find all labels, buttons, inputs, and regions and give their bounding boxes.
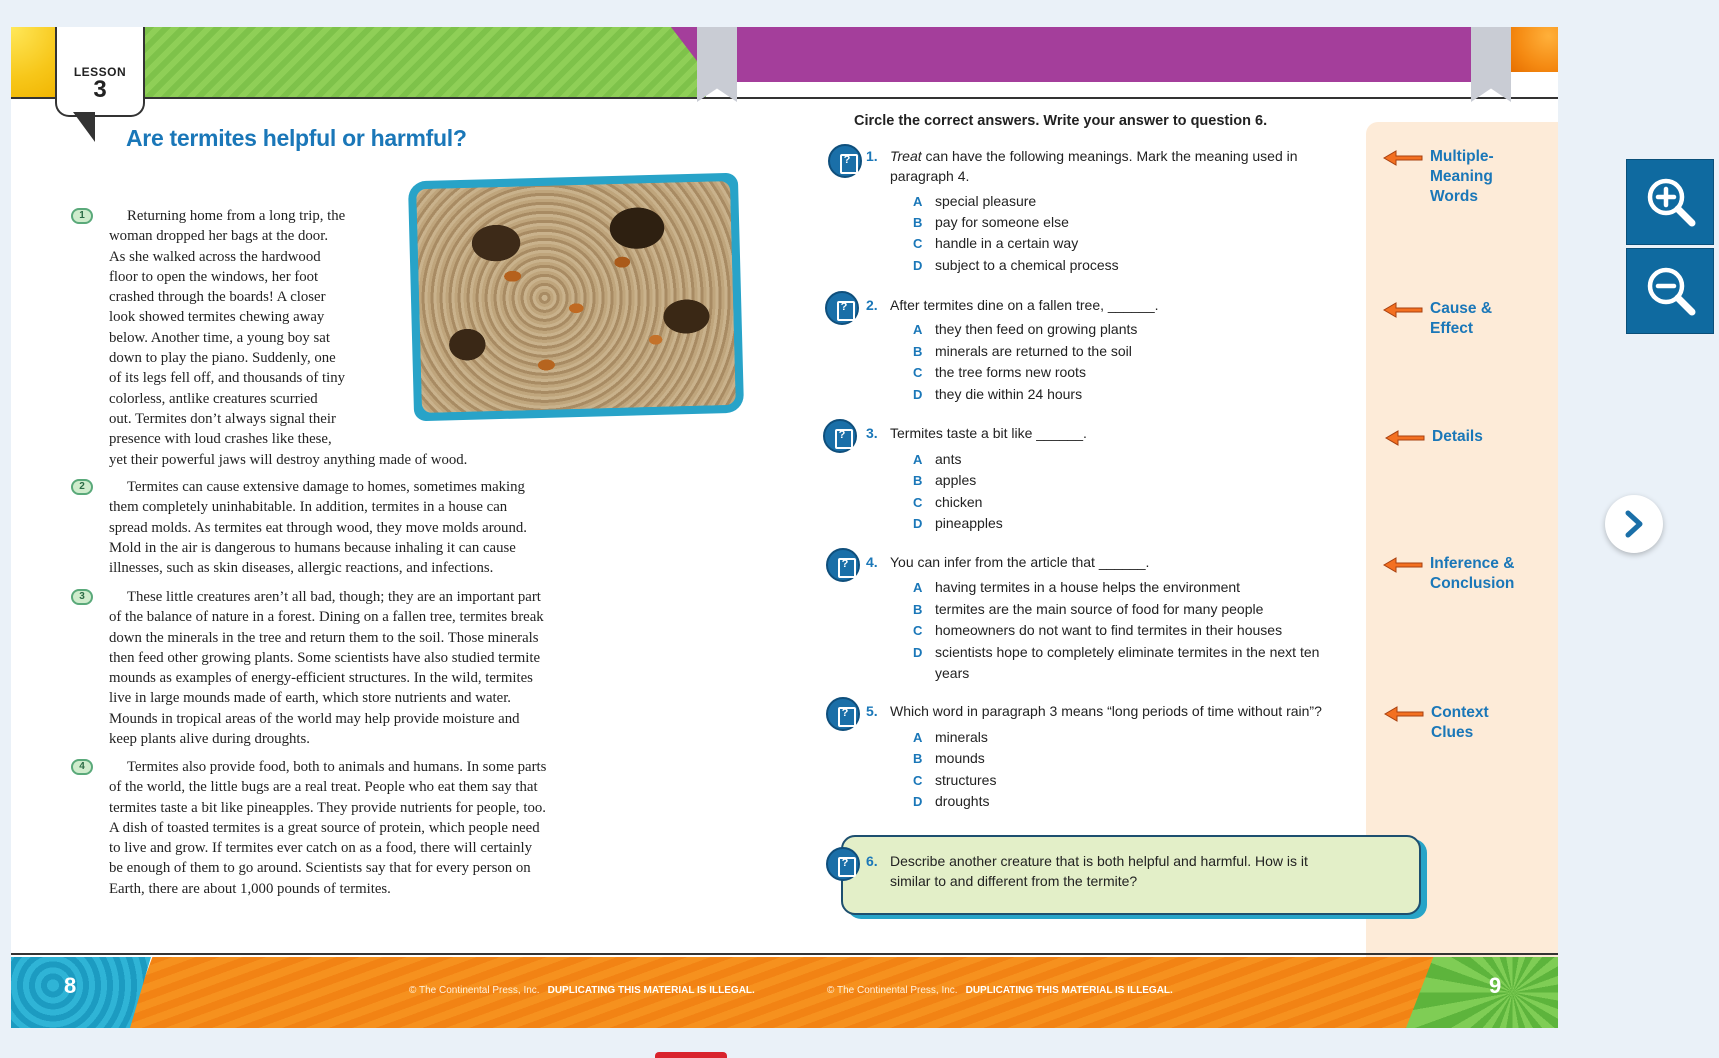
paragraph-number-4: 4 [71, 759, 93, 775]
lesson-number: 3 [93, 76, 107, 103]
paragraph-number-3: 3 [71, 589, 93, 605]
paragraph-3-line: live in large mounds made of earth, which store nutrients and water. [109, 690, 512, 707]
paragraph-4-line: Termites also provide food, both to animals and humans. In some parts [127, 759, 547, 775]
footer-copyright-left [409, 985, 755, 996]
question-5-option-b[interactable] [913, 748, 985, 769]
copyright-text: © The Continental Press, Inc. [409, 985, 540, 996]
question-1-line1: can have the following meanings. Mark the meaning used in [921, 148, 1298, 164]
header-rule [11, 97, 1558, 99]
question-3-number: 3. [866, 425, 878, 441]
option-letter: C [913, 623, 923, 638]
question-4-number: 4. [866, 554, 878, 570]
question-1-option-c[interactable] [913, 233, 1078, 254]
footer-teal-swirl [11, 957, 151, 1028]
bookmark-ribbon-left [697, 27, 737, 102]
question-3-option-d[interactable] [913, 513, 1003, 534]
option-letter: A [913, 730, 923, 745]
header-purple-band [671, 27, 1511, 82]
question-1-italic-word: Treat [890, 148, 922, 164]
paragraph-1-line: colorless, antlike creatures scurried [109, 390, 318, 407]
paragraph-number-2: 2 [71, 479, 93, 495]
question-1-option-b[interactable] [913, 212, 1069, 233]
question-4-option-b[interactable] [913, 599, 1263, 620]
paragraph-1-line: presence with loud crashes like these, [109, 431, 332, 448]
paragraph-4-line: termites taste a bit like pineapples. They provide nutrients for people, too. [109, 799, 546, 816]
option-letter: A [913, 580, 923, 595]
zoom-out-button[interactable] [1626, 248, 1714, 334]
question-6-number: 6. [866, 853, 878, 869]
paragraph-2-line: Mold in the air is dangerous to humans because inhaling it can cause [109, 539, 516, 556]
orange-arrow-icon [1384, 429, 1426, 447]
option-text: homeowners do not want to find termites in their houses [935, 622, 1283, 638]
paragraph-2 [109, 477, 649, 578]
skill-label [1430, 299, 1492, 339]
skill-label-line: Conclusion [1430, 575, 1515, 592]
question-mark-icon: ? [841, 558, 849, 570]
orange-arrow-icon [1383, 705, 1425, 723]
skill-context-clues [1383, 703, 1489, 743]
option-letter: D [913, 645, 923, 660]
bottom-red-tab[interactable] [655, 1052, 727, 1058]
option-letter: C [913, 495, 923, 510]
paragraph-1-line: down to play the piano. Suddenly, one [109, 350, 336, 367]
question-1-text [890, 146, 1360, 186]
question-2-option-d[interactable] [913, 384, 1082, 405]
skill-label-line: Words [1430, 188, 1478, 205]
question-6-line2: similar to and different from the termite? [890, 873, 1138, 889]
question-mark-icon: ? [838, 429, 846, 441]
question-4-option-a[interactable] [913, 577, 1240, 598]
question-6-line1: Describe another creature that is both helpful and harmful. How is it [890, 853, 1308, 869]
option-letter: B [913, 751, 923, 766]
bookmark-ribbon-right [1471, 27, 1511, 102]
skill-multiple-meaning-words [1382, 147, 1494, 207]
question-1-option-a[interactable] [913, 191, 1036, 212]
option-text: pay for someone else [935, 214, 1069, 230]
header-green-band [61, 27, 706, 97]
page-number-left: 8 [64, 973, 77, 998]
paragraph-4-line: to live and grow. If termites ever catch on as a food, there will certainly [109, 840, 533, 857]
question-3-option-b[interactable] [913, 470, 976, 491]
question-mark-icon: ? [843, 154, 851, 166]
question-4-icon[interactable] [826, 548, 860, 582]
zoom-in-icon [1645, 176, 1697, 228]
skill-label [1430, 147, 1494, 207]
question-3-text: Termites taste a bit like ______. [890, 425, 1087, 441]
option-text: handle in a certain way [935, 235, 1079, 251]
option-letter: B [913, 473, 923, 488]
option-letter: A [913, 194, 923, 209]
orange-arrow-icon [1382, 556, 1424, 574]
chevron-right-icon [1622, 510, 1648, 538]
option-text: scientists hope to completely eliminate termites in the next ten [935, 644, 1320, 660]
question-6-icon[interactable] [826, 847, 860, 881]
lesson-tag [55, 27, 145, 117]
question-2-icon[interactable] [825, 291, 859, 325]
question-2-option-a[interactable] [913, 319, 1137, 340]
question-2-number: 2. [866, 297, 878, 313]
instructions: Circle the correct answers. Write your answer to question 6. [854, 113, 1268, 129]
next-page-button[interactable] [1605, 495, 1663, 553]
option-text: special pleasure [935, 193, 1037, 209]
option-text: mounds [935, 750, 985, 766]
question-5-option-a[interactable] [913, 727, 988, 748]
option-text: pineapples [935, 515, 1003, 531]
question-3-icon[interactable] [823, 419, 857, 453]
option-letter: D [913, 258, 923, 273]
option-text: minerals [935, 729, 988, 745]
option-letter: D [913, 794, 923, 809]
question-5-option-d[interactable] [913, 791, 989, 812]
question-mark-icon: ? [841, 707, 849, 719]
option-letter: B [913, 344, 923, 359]
skill-label-line: Inference & [1430, 555, 1515, 572]
paragraph-1 [109, 206, 529, 470]
paragraph-4-line: A dish of toasted termites is a great source of protein, which people need [109, 819, 540, 836]
skill-label-line: Meaning [1430, 168, 1493, 185]
option-letter: B [913, 602, 923, 617]
skill-label-line: Details [1432, 428, 1483, 445]
skill-label-line: Multiple- [1430, 148, 1494, 165]
question-mark-icon: ? [841, 857, 849, 869]
page-number-right: 9 [1489, 973, 1502, 998]
paragraph-2-line: spread molds. As termites eat through wood, they move molds around. [109, 519, 527, 536]
question-1-option-d[interactable] [913, 255, 1119, 276]
option-text: they then feed on growing plants [935, 321, 1138, 337]
skill-cause-effect [1382, 299, 1492, 339]
paragraph-1-line: woman dropped her bags at the door. [109, 228, 329, 245]
workbook-spread [11, 27, 1558, 1028]
paragraph-2-line: Termites can cause extensive damage to homes, sometimes making [127, 479, 525, 495]
option-text: having termites in a house helps the environment [935, 579, 1241, 595]
question-mark-icon: ? [840, 301, 848, 313]
option-text: they die within 24 hours [935, 386, 1083, 402]
paragraph-1-line: of its legs fell off, and thousands of tiny [109, 370, 346, 387]
option-letter: A [913, 322, 923, 337]
question-2-text: After termites dine on a fallen tree, ______. [890, 297, 1159, 313]
skill-label [1432, 427, 1483, 447]
paragraph-3-line: then feed other growing plants. Some scientists have also studied termite [109, 649, 541, 666]
question-2-option-c[interactable] [913, 362, 1086, 383]
skill-label-line: Context [1431, 704, 1489, 721]
paragraph-1-line: look showed termites chewing away [109, 309, 325, 326]
question-4-text: You can infer from the article that ______. [890, 554, 1150, 570]
paragraph-1-line: yet their powerful jaws will destroy anything made of wood. [109, 451, 468, 468]
question-5-icon[interactable] [826, 697, 860, 731]
option-text: apples [935, 472, 977, 488]
orange-arrow-icon [1382, 301, 1424, 319]
footer-copyright-right [827, 985, 1173, 996]
skill-label-line: Cause & [1430, 300, 1493, 317]
question-4-option-d[interactable] [913, 642, 1353, 683]
lesson-tag-tail [73, 112, 95, 142]
paragraph-3-line: Mounds in tropical areas of the world may help provide moisture and [109, 710, 520, 727]
option-letter: C [913, 236, 923, 251]
option-text-continued: years [935, 665, 970, 681]
paragraph-1-line: out. Termites don’t always signal their [109, 410, 336, 427]
lesson-label: LESSON [73, 65, 127, 79]
paragraph-1-line: Returning home from a long trip, the [127, 208, 346, 224]
header-sunburst-yellow [11, 27, 61, 97]
skill-label-line: Effect [1430, 320, 1474, 337]
question-6-text [890, 851, 1370, 891]
copyright-text: © The Continental Press, Inc. [827, 985, 958, 996]
option-text: the tree forms new roots [935, 364, 1086, 380]
paragraph-4-line: of the world, the little bugs are a real treat. People who eat them say that [109, 779, 538, 796]
question-3-option-c[interactable] [913, 492, 982, 513]
option-text: termites are the main source of food for many people [935, 601, 1264, 617]
paragraph-1-line: below. Another time, a young boy sat [109, 329, 330, 346]
question-5-option-c[interactable] [913, 770, 996, 791]
skill-label [1431, 703, 1489, 743]
question-4-option-c[interactable] [913, 620, 1282, 641]
question-3-option-a[interactable] [913, 449, 961, 470]
footer-orange-band [126, 957, 1446, 1028]
question-1-icon[interactable] [828, 144, 862, 178]
paragraph-2-line: illnesses, such as skin diseases, allergic reactions, and infections. [109, 560, 494, 577]
option-text: minerals are returned to the soil [935, 343, 1132, 359]
option-text: chicken [935, 494, 983, 510]
option-text: structures [935, 772, 997, 788]
question-5-text: Which word in paragraph 3 means “long periods of time without rain”? [890, 703, 1322, 719]
footer-rule [11, 953, 1558, 955]
option-text: droughts [935, 793, 990, 809]
paragraph-3-line: down the minerals in the tree and return them to the soil. Those minerals [109, 629, 539, 646]
paragraph-3-line: These little creatures aren’t all bad, though; they are an important part [127, 589, 541, 605]
paragraph-4-line: Earth, there are about 1,000 pounds of termites. [109, 880, 391, 897]
paragraph-1-line: floor to open the windows, her foot [109, 268, 319, 285]
skill-label [1430, 554, 1514, 594]
paragraph-1-line: As she walked across the hardwood [109, 248, 321, 265]
orange-arrow-icon [1382, 149, 1424, 167]
zoom-in-button[interactable] [1626, 159, 1714, 245]
paragraph-4 [109, 757, 649, 899]
paragraph-3-line: of the balance of nature in a forest. Dining on a fallen tree, termites break [109, 609, 544, 626]
paragraph-2-line: them completely uninhabitable. In addition, termites in a house can [109, 499, 508, 516]
option-letter: A [913, 452, 923, 467]
skill-inference-conclusion [1382, 554, 1514, 594]
option-letter: C [913, 773, 923, 788]
option-letter: D [913, 387, 923, 402]
option-text: subject to a chemical process [935, 257, 1119, 273]
question-1-number: 1. [866, 148, 878, 164]
article-title: Are termites helpful or harmful? [126, 125, 467, 151]
paragraph-3 [109, 587, 649, 749]
paragraph-4-line: be enough of them to go around. Scientists say that for every person on [109, 860, 531, 877]
skill-label-line: Clues [1431, 724, 1474, 741]
paragraph-3-line: keep plants alive during droughts. [109, 731, 310, 748]
copyright-notice: DUPLICATING THIS MATERIAL IS ILLEGAL. [965, 985, 1173, 996]
question-2-option-b[interactable] [913, 341, 1132, 362]
option-text: ants [935, 451, 962, 467]
paragraph-1-line: crashed through the boards! A closer [109, 289, 326, 306]
skill-details [1384, 427, 1483, 447]
paragraph-number-1: 1 [71, 208, 93, 224]
question-5-number: 5. [866, 703, 878, 719]
option-letter: B [913, 215, 923, 230]
zoom-out-icon [1645, 265, 1697, 317]
copyright-notice: DUPLICATING THIS MATERIAL IS ILLEGAL. [547, 985, 755, 996]
question-1-line2: paragraph 4. [890, 168, 970, 184]
option-letter: D [913, 516, 923, 531]
paragraph-3-line: mounds as examples of energy-efficient structures. In the wild, termites [109, 670, 533, 687]
header-orange-corner [1511, 27, 1558, 72]
option-letter: C [913, 365, 923, 380]
